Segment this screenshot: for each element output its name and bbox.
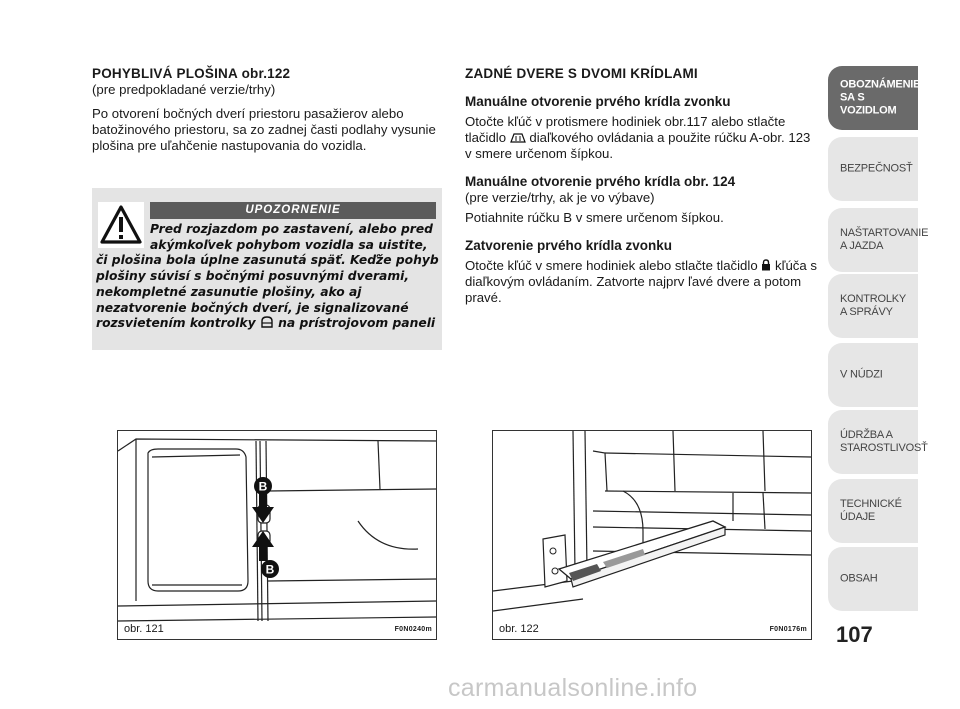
section-title	[92, 66, 442, 82]
paragraph-closing-outside	[465, 258, 820, 306]
figure-121	[117, 430, 437, 640]
warning-line-rest: či plošina bola úplne zasunutá späť. Keďže pohyb plošiny súvisí s bočnými posuvnými dverami, nekompletné zasunutie plošiny, ako aj nezatvorenie bočných dverí, je signalizované rozsvietením kontrolky	[96, 253, 439, 331]
callout-b-top	[254, 477, 272, 495]
figure-code: F0N0240m	[394, 626, 432, 633]
tab-in-emergency[interactable]: V NÚDZI	[828, 343, 918, 407]
step-platform-illustration	[493, 431, 811, 639]
text-part-b: diaľkového ovládania a použite rúčku A-obr. 123 v smere určenom šípkou.	[465, 130, 811, 161]
section-paragraph: Po otvorení bočných dverí priestoru pasažierov alebo batožinového priestoru, sa zo zadnej časti podlahy vysunie plošina pre uľahčenie nastupovania do vozidla.	[92, 106, 436, 153]
step-platform	[559, 521, 725, 587]
title-figure-ref: obr.122	[241, 66, 291, 81]
heading-closing-outside: Zatvorenie prvého krídla zvonku	[465, 238, 673, 253]
svg-text:B: B	[265, 562, 275, 577]
padlock-icon	[761, 259, 771, 271]
warning-line-2: akýmkoľvek pohybom vozidla sa uistite,	[150, 237, 428, 252]
callout-b-bottom	[261, 560, 279, 578]
tab-maintenance-and-care[interactable]: ÚDRŽBA A STAROSTLIVOSŤ	[828, 410, 918, 474]
warning-banner: UPOZORNENIE	[150, 202, 436, 219]
tab-warning-lights-and-messages[interactable]: KONTROLKY A SPRÁVY	[828, 274, 918, 338]
left-column	[92, 66, 442, 154]
section-title-rear-doors: ZADNÉ DVERE S DVOMI KRÍDLAMI	[465, 66, 698, 81]
paragraph-manual-opening-outside	[465, 114, 820, 162]
text-part-b: kľúča s diaľkovým ovládaním. Zatvorte najprv ľavé dvere a potom pravé.	[465, 258, 817, 305]
warning-box	[92, 188, 442, 350]
text-part-a: Otočte kľúč v smere hodiniek alebo stlačte tlačidlo	[465, 258, 758, 273]
section-subtitle: (pre predpokladané verzie/trhy)	[92, 82, 276, 97]
figure-122	[492, 430, 812, 640]
right-column	[465, 66, 820, 306]
warning-text	[92, 222, 440, 332]
arrow-up-icon	[252, 531, 274, 561]
tab-getting-to-know-vehicle[interactable]: OBOZNÁMENIE SA S VOZIDLOM	[828, 66, 918, 130]
subtitle-versions: (pre verzie/trhy, ak je vo výbave)	[465, 190, 655, 205]
arrow-down-icon	[252, 493, 274, 523]
page-number: 107	[836, 622, 873, 647]
heading-manual-opening-fig124: Manuálne otvorenie prvého krídla obr. 124	[465, 174, 736, 189]
title-text: POHYBLIVÁ PLOŠINA	[92, 66, 238, 81]
tab-contents[interactable]: OBSAH	[828, 547, 918, 611]
door-warning-lamp-icon	[260, 316, 274, 328]
warning-line-1: Pred rozjazdom po zastavení, alebo pred	[150, 222, 433, 236]
remote-unlock-button-icon	[510, 132, 526, 143]
svg-text:B: B	[258, 479, 268, 494]
paragraph-pull-handle: Potiahnite rúčku B v smere určenom šípkou.	[465, 210, 724, 225]
watermark: carmanualsonline.info	[448, 674, 698, 702]
hinge-bracket	[543, 535, 567, 587]
figure-caption: obr. 122	[499, 623, 539, 635]
tab-technical-data[interactable]: TECHNICKÉ ÚDAJE	[828, 479, 918, 543]
heading-manual-opening-outside: Manuálne otvorenie prvého krídla zvonku	[465, 94, 731, 109]
text-part-a: Otočte kľúč v protismere hodiniek obr.117 alebo stlačte tlačidlo	[465, 114, 786, 145]
figure-caption: obr. 121	[124, 623, 164, 635]
figure-code: F0N0176m	[769, 626, 807, 633]
sliding-door-illustration	[118, 431, 436, 639]
warning-line-end: na prístrojovom paneli	[278, 316, 436, 331]
tab-starting-and-driving[interactable]: NAŠTARTOVANIE A JAZDA	[828, 208, 918, 272]
tab-safety[interactable]: BEZPEČNOSŤ	[828, 137, 918, 201]
